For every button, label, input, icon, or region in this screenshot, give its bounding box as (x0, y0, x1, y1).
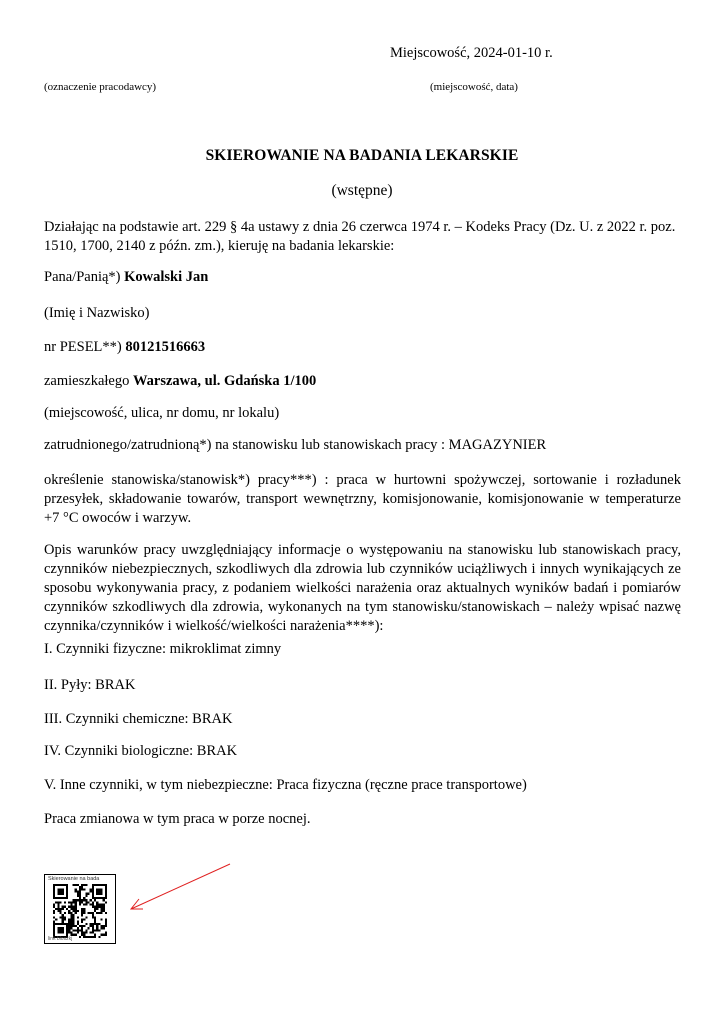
address-value: Warszawa, ul. Gdańska 1/100 (132, 373, 317, 389)
qr-code-icon (53, 884, 107, 938)
pesel-line (44, 338, 205, 357)
person-name: Kowalski Jan (124, 269, 209, 285)
person-prefix: Pana/Panią*) (44, 269, 125, 285)
pesel-prefix: nr PESEL**) (44, 339, 126, 355)
employment-line: zatrudnionego/zatrudnioną*) na stanowisku lub stanowiskach pracy : MAGAZYNIER (44, 437, 547, 453)
person-line (44, 268, 208, 287)
qr-bottom-label: link bloszkj (48, 936, 73, 942)
name-caption: (Imię i Nazwisko) (44, 305, 150, 321)
conditions-description: Opis warunków pracy uwzględniający informacje o występowaniu na stanowisku lub stanowiskach pracy, czynników niebezpiecznych, szkodliwych dla zdrowia lub czynników uciążliwych i innych wynikających ze sposobu wykonywania pracy, z podaniem wielkości narażenia oraz aktualnych wyników badań i pomiarów czynników szkodliwych dla zdrowia, wykonanych na tym stanowisku/stanowiskach – należy wpisać nazwę czynnika/czynników i wielkość/wielkości narażenia****): (44, 542, 681, 634)
place-date-caption: (miejscowość, data) (430, 81, 518, 93)
factor-physical: I. Czynniki fizyczne: mikroklimat zimny (44, 641, 282, 657)
document-subtitle: (wstępne) (331, 182, 393, 199)
qr-top-label: Skierowanie na bada (48, 876, 100, 882)
shift-work-note: Praca zmianowa w tym praca w porze nocnej. (44, 811, 311, 827)
address-line (44, 372, 316, 391)
address-prefix: zamieszkałego (44, 373, 133, 389)
place-date: Miejscowość, 2024-01-10 r. (390, 45, 553, 61)
address-caption: (miejscowość, ulica, nr domu, nr lokalu) (44, 405, 280, 421)
factor-dust: II. Pyły: BRAK (44, 677, 136, 693)
qr-code-box[interactable] (44, 874, 116, 944)
employer-caption: (oznaczenie pracodawcy) (44, 81, 157, 93)
factor-chemical: III. Czynniki chemiczne: BRAK (44, 711, 233, 727)
legal-basis-paragraph: Działając na podstawie art. 229 § 4a ustawy z dnia 26 czerwca 1974 r. – Kodeks Pracy (Dz. U. z 2022 r. poz. 1510, 1700, 2140 z późn. zm.), kieruję na badania lekarskie: (44, 219, 676, 254)
factor-biological: IV. Czynniki biologiczne: BRAK (44, 743, 238, 759)
document-title: SKIEROWANIE NA BADANIA LEKARSKIE (205, 147, 519, 164)
position-description: określenie stanowiska/stanowisk*) pracy***) : praca w hurtowni spożywczej, sortowanie i rozładunek przesyłek, składowanie towarów, transport wewnętrzny, komisjonowanie, komisjonowanie w temperaturze +7 °C owoców i warzyw. (44, 472, 681, 526)
pesel-number: 80121516663 (125, 339, 206, 355)
factor-other: V. Inne czynniki, w tym niebezpieczne: Praca fizyczna (ręczne prace transportowe) (44, 777, 527, 793)
